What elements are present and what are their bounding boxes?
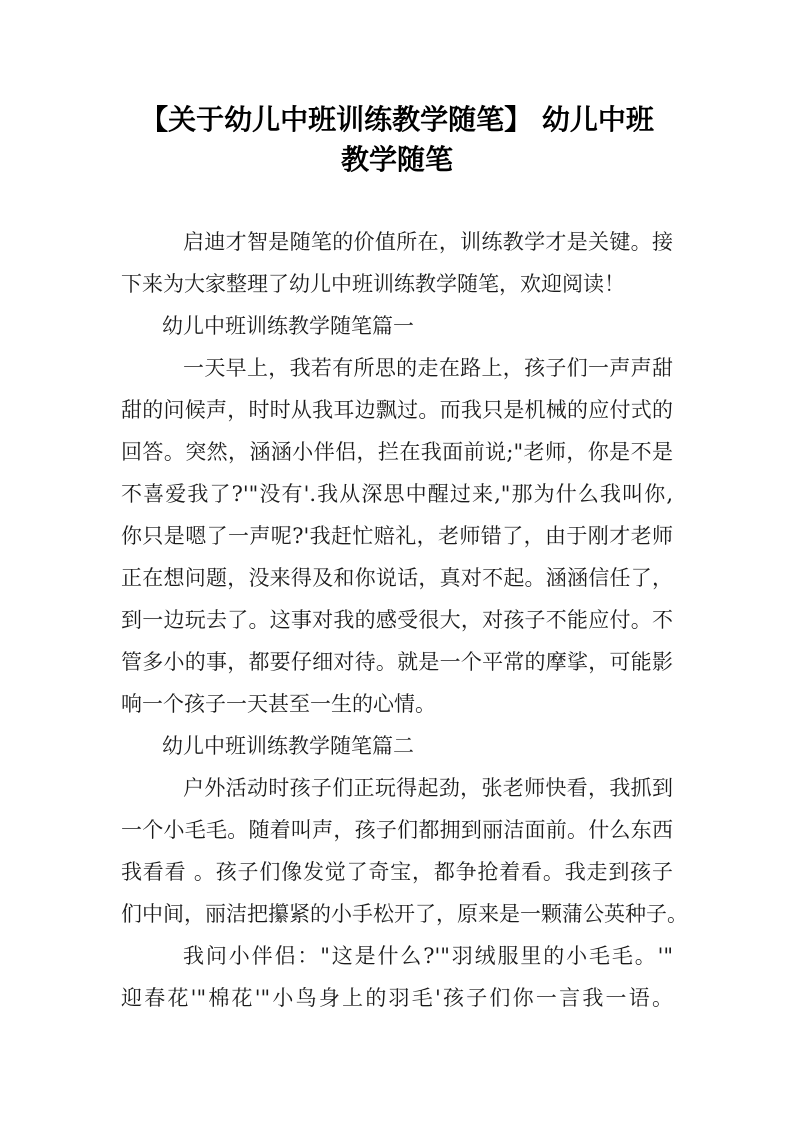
paragraph-line: 回答。突然，涵涵小伴侣，拦在我面前说;"老师，你是不是 <box>121 440 673 464</box>
document-title-line-1: 【关于幼儿中班训练教学随笔】 幼儿中班 <box>140 103 654 136</box>
paragraph-line: 们中间，丽洁把攥紧的小手松开了，原来是一颗蒲公英种子。 <box>121 902 688 926</box>
section-heading-1: 幼儿中班训练教学随笔篇一 <box>162 314 414 338</box>
paragraph-line: 我看看 。孩子们像发觉了奇宝，都争抢着看。我走到孩子 <box>121 860 673 884</box>
paragraph-line: 一天早上，我若有所思的走在路上，孩子们一声声甜 <box>183 356 673 380</box>
paragraph-line: 户外活动时孩子们正玩得起劲，张老师快看，我抓到 <box>183 776 673 800</box>
paragraph-line: 一个小毛毛。随着叫声，孩子们都拥到丽洁面前。什么东西 <box>121 818 673 842</box>
paragraph-line: 不喜爱我了?'"没有'.我从深思中醒过来,"那为什么我叫你, <box>121 482 673 506</box>
paragraph-line: 下来为大家整理了幼儿中班训练教学随笔，欢迎阅读！ <box>121 272 625 296</box>
paragraph-line: 正在想问题，没来得及和你说话，真对不起。涵涵信任了， <box>121 566 673 590</box>
paragraph-line: 我问小伴侣："这是什么?'"羽绒服里的小毛毛。'" <box>183 944 673 968</box>
paragraph-line: 你只是嗯了一声呢?'我赶忙赔礼，老师错了，由于刚才老师 <box>121 524 673 548</box>
document-title-line-2: 教学随笔 <box>340 143 453 176</box>
paragraph-line: 甜的问候声，时时从我耳边飘过。而我只是机械的应付式的 <box>121 398 673 422</box>
paragraph-line: 管多小的事，都要仔细对待。就是一个平常的摩挲，可能影 <box>121 650 673 674</box>
section-heading-2: 幼儿中班训练教学随笔篇二 <box>162 734 414 758</box>
paragraph-line: 迎春花'"棉花'"小鸟身上的羽毛'孩子们你一言我一语。 <box>121 986 673 1010</box>
paragraph-line: 到一边玩去了。这事对我的感受很大，对孩子不能应付。不 <box>121 608 673 632</box>
paragraph-line: 响一个孩子一天甚至一生的心情。 <box>121 692 436 716</box>
paragraph-line: 启迪才智是随笔的价值所在，训练教学才是关键。接 <box>183 230 673 254</box>
